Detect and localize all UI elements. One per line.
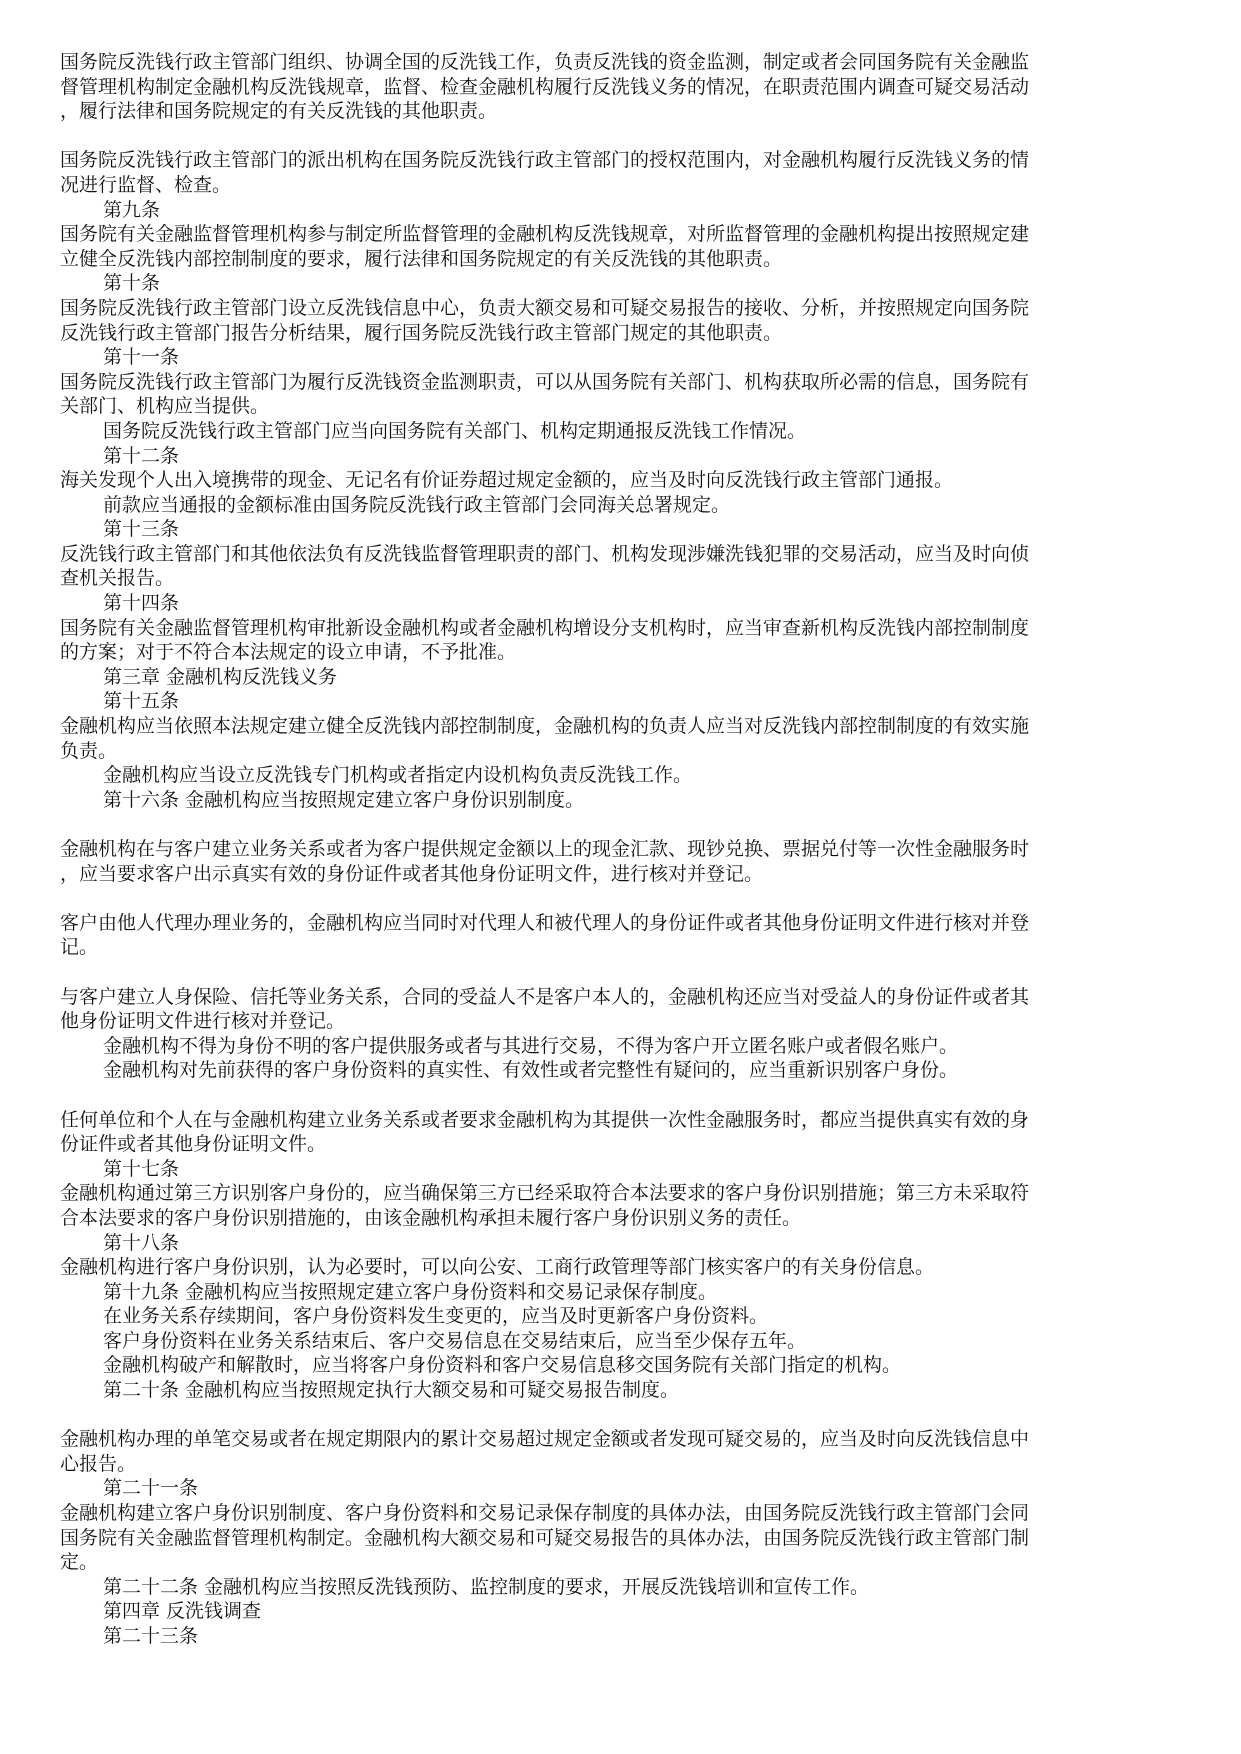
text-line: 查机关报告。 [60,567,175,590]
text-line: 负责。 [60,739,118,762]
indented-text-line: 第三章 金融机构反洗钱义务 [103,665,338,688]
text-line: 心报告。 [60,1452,137,1475]
text-line: 金融机构建立客户身份识别制度、客户身份资料和交易记录保存制度的具体办法，由国务院反洗钱行政主管部门会同 [60,1502,1030,1525]
paragraph-spacer [60,124,1185,149]
indented-text-line: 第十二条 [103,444,180,467]
text-line: 立健全反洗钱内部控制制度的要求，履行法律和国务院规定的有关反洗钱的其他职责。 [60,247,783,270]
text-line: 国务院有关金融监督管理机构制定。金融机构大额交易和可疑交易报告的具体办法，由国务院反洗钱行政主管部门制 [60,1526,1030,1549]
text-line: 金融机构进行客户身份识别，认为必要时，可以向公安、工商行政管理等部门核实客户的有关身份信息。 [60,1256,935,1279]
text-line: 国务院有关金融监督管理机构参与制定所监督管理的金融机构反洗钱规章，对所监督管理的金融机构提出按照规定建 [60,223,1030,246]
paragraph-spacer [60,886,1185,911]
paragraph-spacer [60,960,1185,985]
text-line: 与客户建立人身保险、信托等业务关系，合同的受益人不是客户本人的，金融机构还应当对受益人的身份证件或者其 [60,985,1030,1008]
indented-text-line: 第十六条 金融机构应当按照规定建立客户身份识别制度。 [103,788,585,811]
text-line: ，应当要求客户出示真实有效的身份证件或者其他身份证明文件，进行核对并登记。 [60,862,764,885]
document-page [60,50,1185,1649]
text-line: 关部门、机构应当提供。 [60,395,270,418]
indented-text-line: 第二十二条 金融机构应当按照反洗钱预防、监控制度的要求，开展反洗钱培训和宣传工作。 [103,1575,870,1598]
indented-text-line: 第十五条 [103,690,180,713]
indented-text-line: 第二十条 金融机构应当按照规定执行大额交易和可疑交易报告制度。 [103,1379,680,1402]
indented-text-line: 国务院反洗钱行政主管部门应当向国务院有关部门、机构定期通报反洗钱工作情况。 [103,419,807,442]
indented-text-line: 第九条 [103,198,161,221]
indented-text-line: 第二十三条 [103,1625,199,1647]
indented-text-line: 客户身份资料在业务关系结束后、客户交易信息在交易结束后，应当至少保存五年。 [103,1329,807,1352]
text-line: 金融机构应当依照本法规定建立健全反洗钱内部控制制度，金融机构的负责人应当对反洗钱内部控制制度的有效实施 [60,715,1030,738]
indented-text-line: 第十条 [103,272,161,295]
text-line: 国务院反洗钱行政主管部门的派出机构在国务院反洗钱行政主管部门的授权范围内，对金融机构履行反洗钱义务的情 [60,149,1030,172]
text-line: 记。 [60,936,99,959]
indented-text-line: 第十一条 [103,346,180,369]
indented-text-line: 第十八条 [103,1231,180,1254]
text-line: 海关发现个人出入境携带的现金、无记名有价证券超过规定金额的，应当及时向反洗钱行政主管部门通报。 [60,469,954,492]
paragraph-spacer [60,1083,1185,1108]
text-line: 金融机构在与客户建立业务关系或者为客户提供规定金额以上的现金汇款、现钞兑换、票据兑付等一次性金融服务时 [60,838,1030,860]
text-line: 任何单位和个人在与金融机构建立业务关系或者要求金融机构为其提供一次性金融服务时，都应当提供真实有效的身 [60,1108,1030,1131]
text-line: 金融机构办理的单笔交易或者在规定期限内的累计交易超过规定金额或者发现可疑交易的，应当及时向反洗钱信息中 [60,1428,1030,1451]
text-line: 国务院反洗钱行政主管部门为履行反洗钱资金监测职责，可以从国务院有关部门、机构获取所必需的信息，国务院有 [60,370,1030,393]
text-line: 督管理机构制定金融机构反洗钱规章，监督、检查金融机构履行反洗钱义务的情况，在职责范围内调查可疑交易活动 [60,75,1030,98]
text-line: 国务院有关金融监督管理机构审批新设金融机构或者金融机构增设分支机构时，应当审查新机构反洗钱内部控制制度 [60,616,1030,639]
text-line: 反洗钱行政主管部门和其他依法负有反洗钱监督管理职责的部门、机构发现涉嫌洗钱犯罪的交易活动，应当及时向侦 [60,542,1030,565]
indented-text-line: 第十三条 [103,518,180,541]
text-line: 金融机构通过第三方识别客户身份的，应当确保第三方已经采取符合本法要求的客户身份识别措施；第三方未采取符 [60,1182,1030,1205]
indented-text-line: 金融机构对先前获得的客户身份资料的真实性、有效性或者完整性有疑问的，应当重新识别客户身份。 [103,1059,959,1082]
indented-text-line: 第二十一条 [103,1477,199,1500]
text-line: 国务院反洗钱行政主管部门组织、协调全国的反洗钱工作，负责反洗钱的资金监测，制定或者会同国务院有关金融监 [60,51,1030,73]
indented-text-line: 金融机构不得为身份不明的客户提供服务或者与其进行交易，不得为客户开立匿名账户或者假名账户。 [103,1034,959,1057]
indented-text-line: 金融机构破产和解散时，应当将客户身份资料和客户交易信息移交国务院有关部门指定的机构。 [103,1354,902,1377]
indented-text-line: 在业务关系存续期间，客户身份资料发生变更的，应当及时更新客户身份资料。 [103,1305,769,1328]
text-line: 国务院反洗钱行政主管部门设立反洗钱信息中心，负责大额交易和可疑交易报告的接收、分析，并按照规定向国务院 [60,296,1030,319]
text-line: 定。 [60,1551,99,1574]
text-line: 反洗钱行政主管部门报告分析结果，履行国务院反洗钱行政主管部门规定的其他职责。 [60,321,783,344]
text-line: 客户由他人代理办理业务的，金融机构应当同时对代理人和被代理人的身份证件或者其他身份证明文件进行核对并登 [60,911,1030,934]
text-line: ，履行法律和国务院规定的有关反洗钱的其他职责。 [60,100,498,123]
indented-text-line: 金融机构应当设立反洗钱专门机构或者指定内设机构负责反洗钱工作。 [103,764,693,787]
indented-text-line: 第四章 反洗钱调查 [103,1600,262,1623]
paragraph-spacer [60,812,1185,837]
text-line: 份证件或者其他身份证明文件。 [60,1133,327,1156]
indented-text-line: 第十七条 [103,1157,180,1180]
paragraph-spacer [60,1403,1185,1428]
text-line: 合本法要求的客户身份识别措施的，由该金融机构承担未履行客户身份识别义务的责任。 [60,1206,802,1229]
indented-text-line: 第十九条 金融机构应当按照规定建立客户身份资料和交易记录保存制度。 [103,1280,718,1303]
indented-text-line: 第十四条 [103,592,180,615]
indented-text-line: 前款应当通报的金额标准由国务院反洗钱行政主管部门会同海关总署规定。 [103,493,731,516]
text-line: 他身份证明文件进行核对并登记。 [60,1010,346,1033]
text-line: 的方案；对于不符合本法规定的设立申请，不予批准。 [60,641,517,664]
text-line: 况进行监督、检查。 [60,173,232,196]
